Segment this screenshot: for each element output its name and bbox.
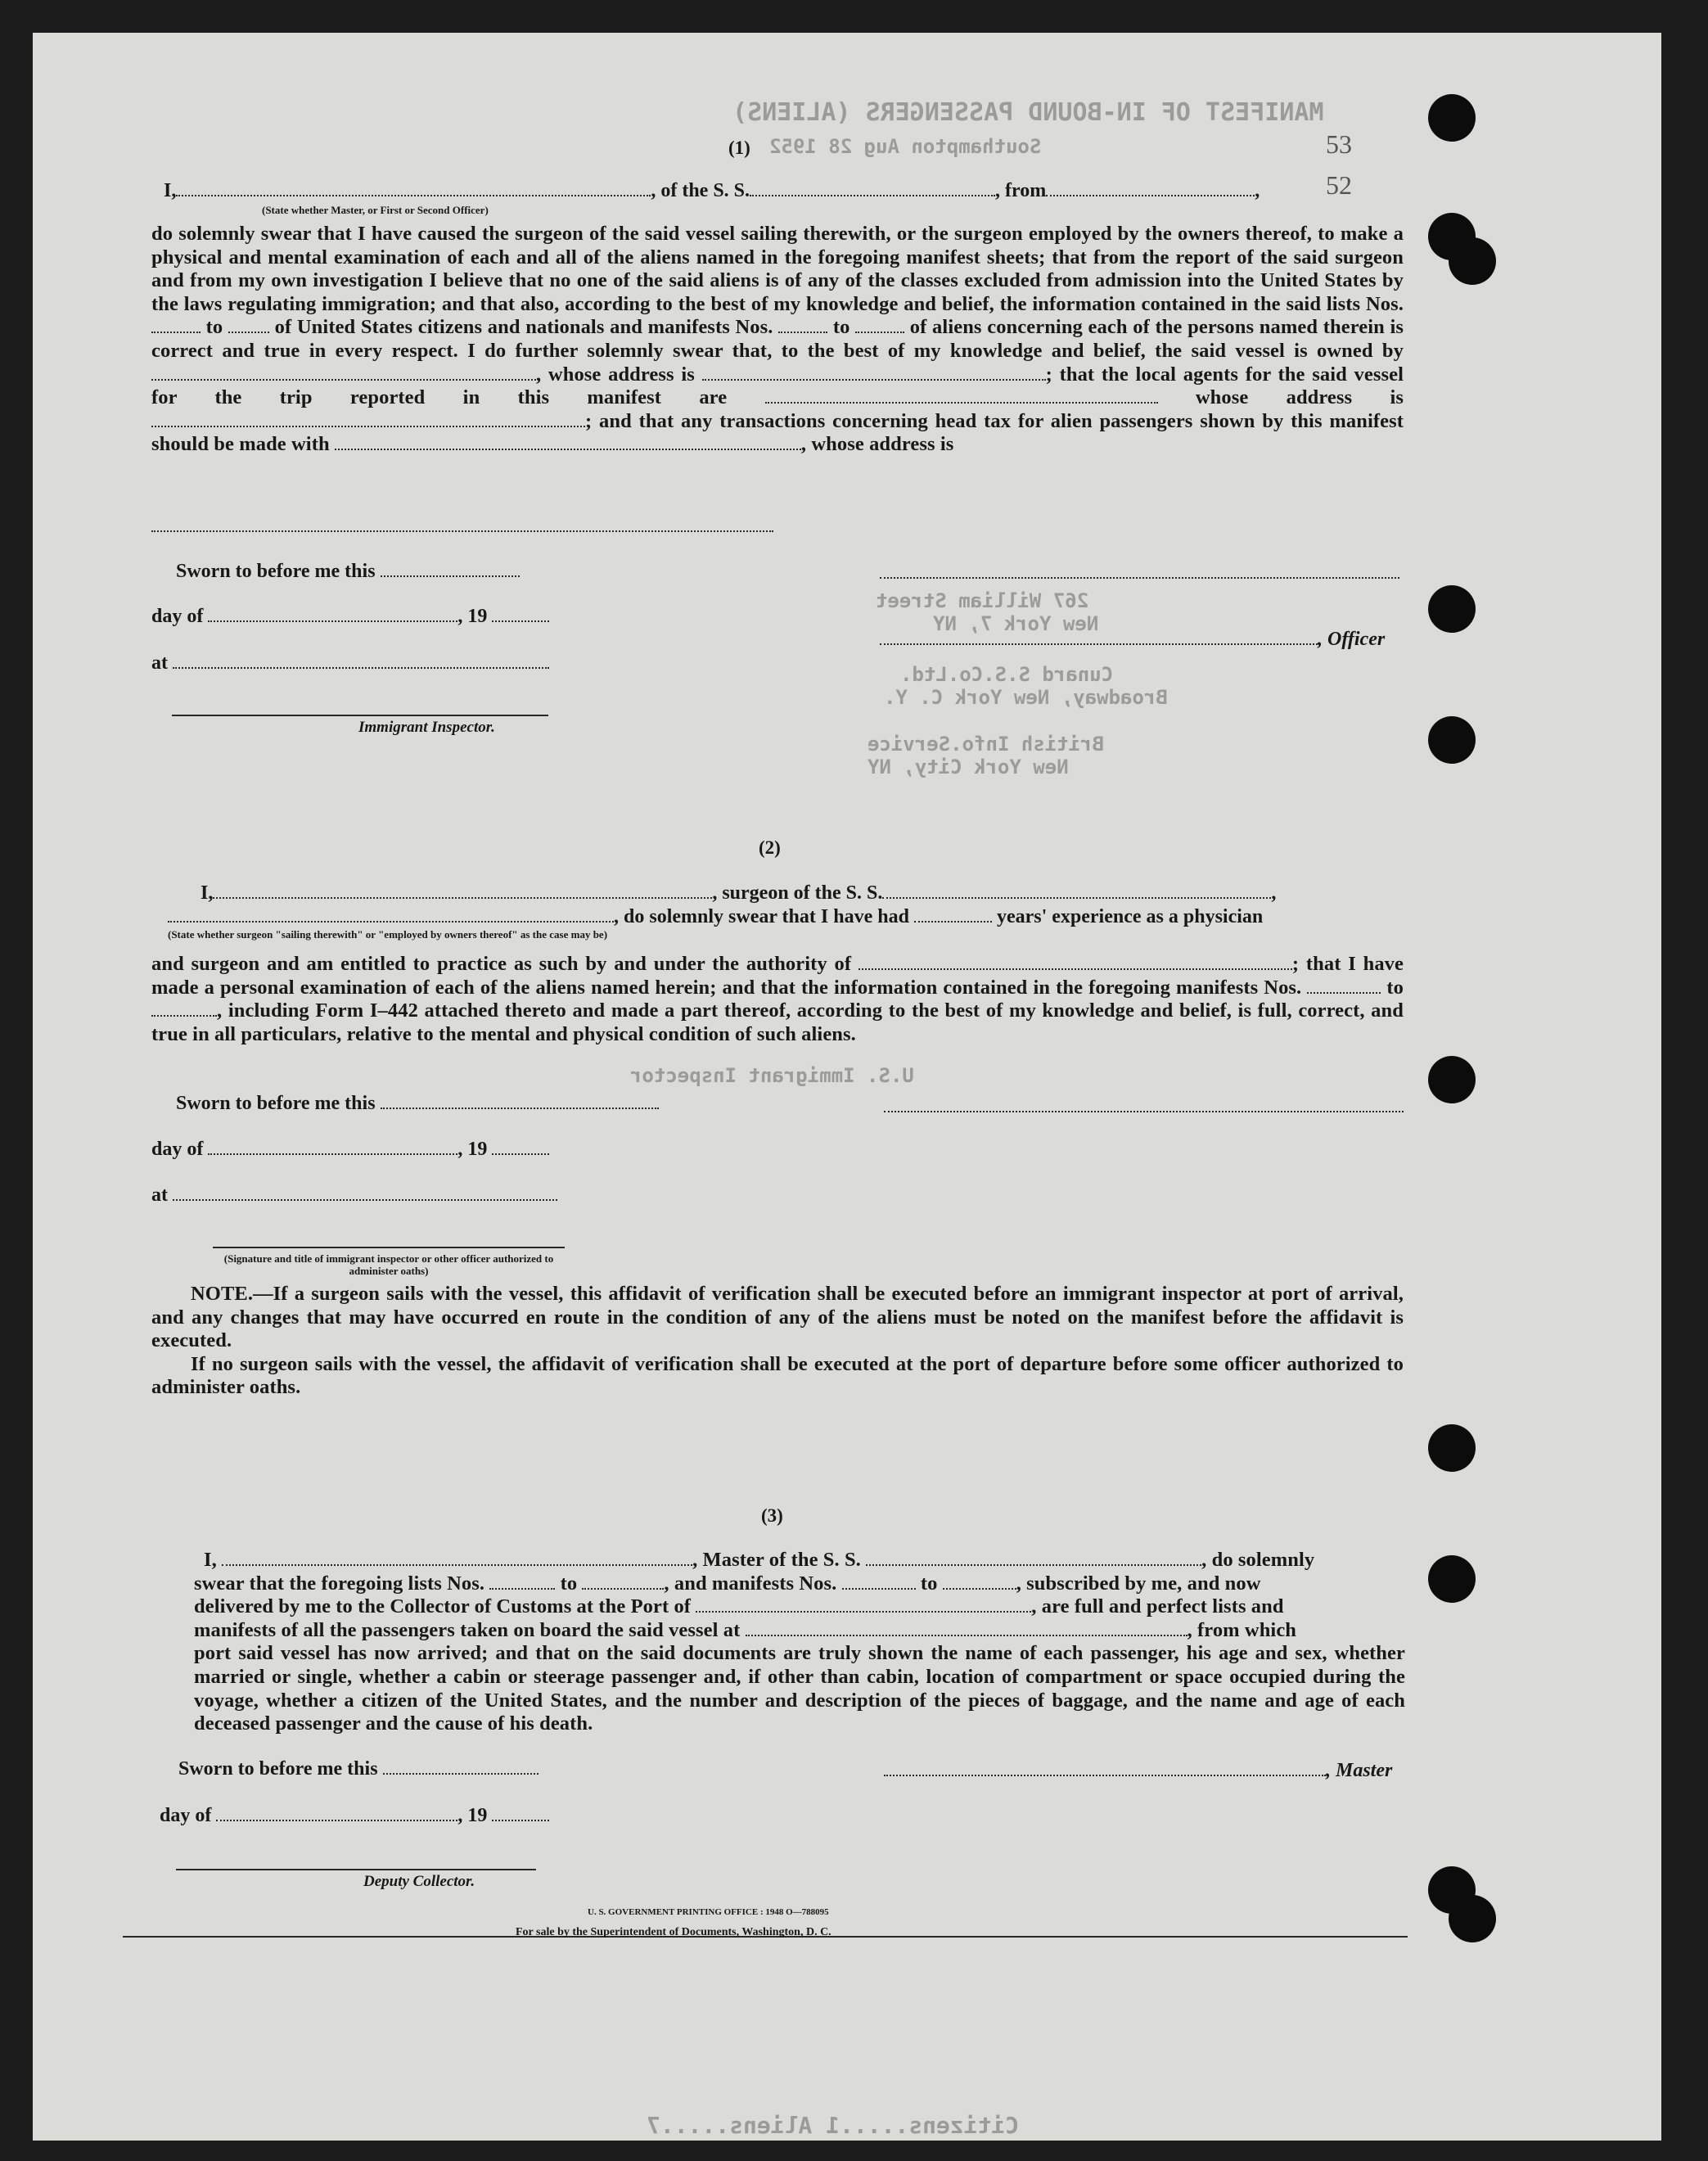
bleed-through-text: Southampton Aug 28 1952 (769, 135, 1042, 158)
bleed-through-text: Cunard S.S.Co.Ltd. (900, 663, 1114, 686)
bleed-through-text: New York 7, NY (933, 612, 1099, 635)
address-line (151, 530, 773, 532)
at-label: at (151, 652, 549, 674)
punch-hole-icon (1428, 716, 1476, 764)
section-3-paragraph: I, , Master of the S. S. , do solemnly swear that the foregoing lists Nos. to , and manifests Nos. to , subscribed by me, and now delivered by me to the Collector of Customs at the Port of , are full and perfect lists and manifests of all the passengers taken on board the said vessel at , from which port said vessel has now arrived; and that on the said documents are truly shown the name of each passenger, his age and sex, whether married or single, whether a cabin or steerage passenger and, if other than cabin, location of compartment or space occupied during the voyage, whether a citizen of the United States, and the number and description of the pieces of baggage, and the name and age of each deceased passenger and the cause of his death. (194, 1549, 1405, 1735)
officer-signature-line-1 (880, 577, 1399, 579)
signature-line (213, 1247, 565, 1248)
note-paragraph: NOTE.—If a surgeon sails with the vessel, this affidavit of verification shall be executed before an immigrant inspector at port of arrival, and any changes that may have occurred en route in the condition of any of the aliens must be noted on the manifest before the affidavit is executed. If no surgeon sails with the vessel, the affidavit of verification shall be executed at the port of departure before some officer authorized to administer oaths. (151, 1283, 1404, 1399)
handwritten-number: 53 (1326, 129, 1352, 159)
bleed-through-text: New York City, NY (868, 756, 1069, 778)
sale-notice: For sale by the Superintendent of Documents, Washington, D. C. (516, 1926, 831, 1938)
document-sheet (33, 33, 1661, 2141)
punch-hole-icon (1449, 237, 1496, 285)
day-of-label: day of , 19 (151, 606, 549, 628)
section-2-number: (2) (759, 837, 781, 858)
surgeon-caption: (State whether surgeon "sailing therewith" or "employed by owners thereof" as the case may be) (168, 928, 608, 941)
bleed-through-text: Broadway, New York C. Y. (884, 686, 1168, 709)
bleed-through-text: Citizens.....1 Aliens.....7 (647, 2112, 1020, 2139)
section-1-number: (1) (728, 138, 750, 158)
sworn-label: Sworn to before me this (176, 1093, 659, 1115)
section-2-paragraph: and surgeon and am entitled to practice as such by and under the authority of ; that I have made a personal examination of each of the aliens named herein; and that the information contained in the foregoing manifests Nos. to , including Form I–442 attached thereto and made a part thereof, according to the best of my knowledge and belief, is full, correct, and true in all particulars, relative to the mental and physical condition of such aliens. (151, 953, 1404, 1045)
day-of-label: day of , 19 (160, 1805, 549, 1827)
section-1-oath-line: I, , of the S. S. , from , (164, 180, 1260, 201)
deputy-signature-line (176, 1869, 536, 1870)
officer-caption: (State whether Master, or First or Second Officer) (262, 204, 489, 216)
sworn-label: Sworn to before me this (176, 561, 520, 583)
bleed-through-text: MANIFEST OF IN-BOUND PASSENGERS (ALIENS) (732, 98, 1324, 127)
section-2-oath-line: I, , surgeon of the S. S. , (201, 882, 1277, 904)
master-label: , Master (884, 1760, 1392, 1782)
bleed-through-text: U.S. Immigrant Inspector (630, 1064, 914, 1087)
officer-signature-line-2 (884, 1111, 1404, 1112)
punch-hole-icon (1428, 94, 1476, 142)
punch-hole-icon (1449, 1895, 1496, 1942)
section-1-paragraph: do solemnly swear that I have caused the surgeon of the said vessel sailing therewith, or the surgeon employed by the owners thereof, to make a physical and mental examination of each and all of the aliens named in the foregoing manifest sheets; that from the report of the said surgeon and from my own investigation I believe that no one of the said aliens is of any of the classes excluded from admission into the United States by the laws regulating immigration; and that also, according to the best of my knowledge and belief, the information contained in the said lists Nos. to of United States citizens and nationals and manifests Nos. to of aliens concerning each of the persons named therein is correct and true in every respect. I do further solemnly swear that, to the best of my knowledge and belief, the said vessel is owned by , whose address is ; that the local agents for the said vessel for the trip reported in this manifest are whose address is ; and that any transactions concerning head tax for alien passengers shown by this manifest should be made with , whose address is (151, 223, 1404, 456)
sworn-label: Sworn to before me this (178, 1758, 539, 1780)
punch-hole-icon (1428, 1056, 1476, 1103)
deputy-caption: Deputy Collector. (363, 1873, 475, 1890)
bleed-through-text: 267 William Street (876, 589, 1089, 612)
section-3-number: (3) (761, 1505, 783, 1526)
inspector-signature-line (172, 715, 548, 716)
signature-caption: (Signature and title of immigrant inspector or other officer authorized to administer oaths) (223, 1252, 554, 1277)
punch-hole-icon (1428, 1424, 1476, 1472)
section-2-years-line: , do solemnly swear that I have had years' experience as a physician (168, 906, 1263, 928)
punch-hole-icon (1428, 1555, 1476, 1603)
printing-office-imprint: U. S. GOVERNMENT PRINTING OFFICE : 1948 O—788095 (588, 1907, 829, 1917)
officer-label: , Officer (880, 629, 1385, 651)
day-of-label: day of , 19 (151, 1139, 549, 1161)
at-label: at (151, 1184, 557, 1207)
handwritten-number: 52 (1326, 170, 1352, 200)
bleed-through-text: British Info.Service (868, 733, 1104, 756)
punch-hole-icon (1428, 585, 1476, 633)
inspector-caption: Immigrant Inspector. (358, 719, 495, 736)
